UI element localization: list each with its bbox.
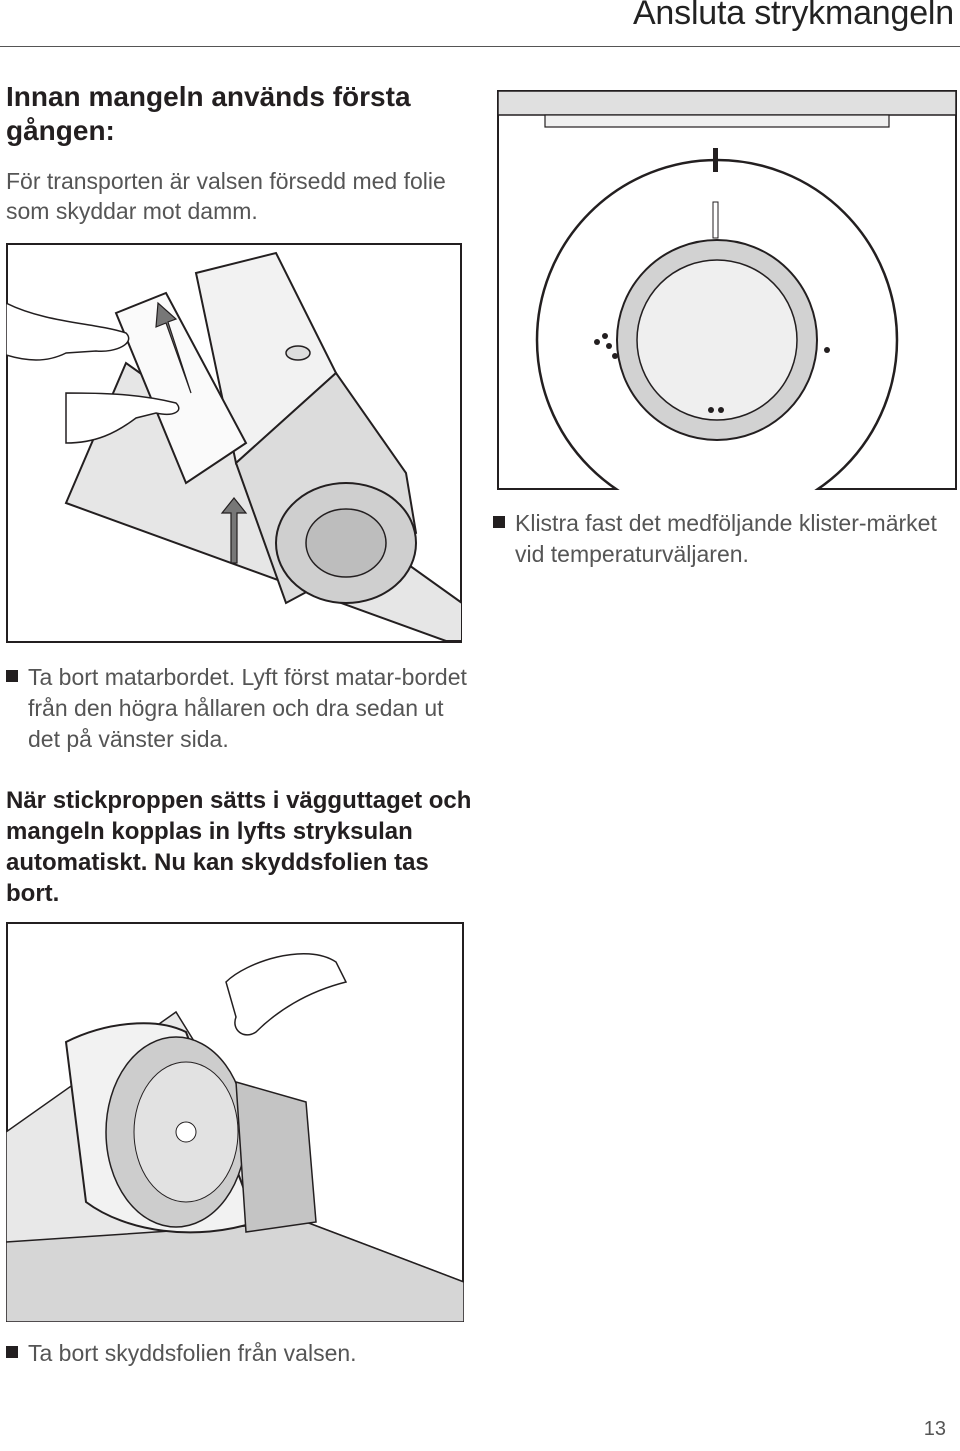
notice-paragraph: När stickproppen sätts i vägguttaget och mangeln kopplas in lyfts stryksulan automatiskt. Nu kan skyddsfolien tas bort. bbox=[6, 787, 472, 907]
temperature-dial-illustration bbox=[497, 90, 957, 490]
page-number: 13 bbox=[923, 1418, 946, 1440]
roller-foil-illustration bbox=[6, 922, 464, 1322]
bullet-square-icon bbox=[6, 1346, 18, 1358]
instruction-remove-table: Ta bort matarbordet. Lyft först matar-bordet från den högra hållaren och dra sedan ut det på vänster sida. bbox=[6, 662, 468, 755]
bullet-square-icon bbox=[493, 516, 505, 528]
page-header-title: Ansluta strykmangeln bbox=[632, 0, 954, 32]
header-divider bbox=[0, 46, 960, 47]
bullet-square-icon bbox=[6, 670, 18, 682]
intro-text: För transporten är valsen försedd med folie som skyddar mot damm. bbox=[6, 168, 446, 224]
section-heading: Innan mangeln används första gången: bbox=[6, 81, 411, 146]
instruction-sticker: Klistra fast det medföljande klister-märket vid temperaturväljaren. bbox=[493, 508, 955, 570]
feeding-table-illustration bbox=[6, 243, 462, 643]
instruction-remove-foil: Ta bort skyddsfolien från valsen. bbox=[6, 1338, 488, 1369]
